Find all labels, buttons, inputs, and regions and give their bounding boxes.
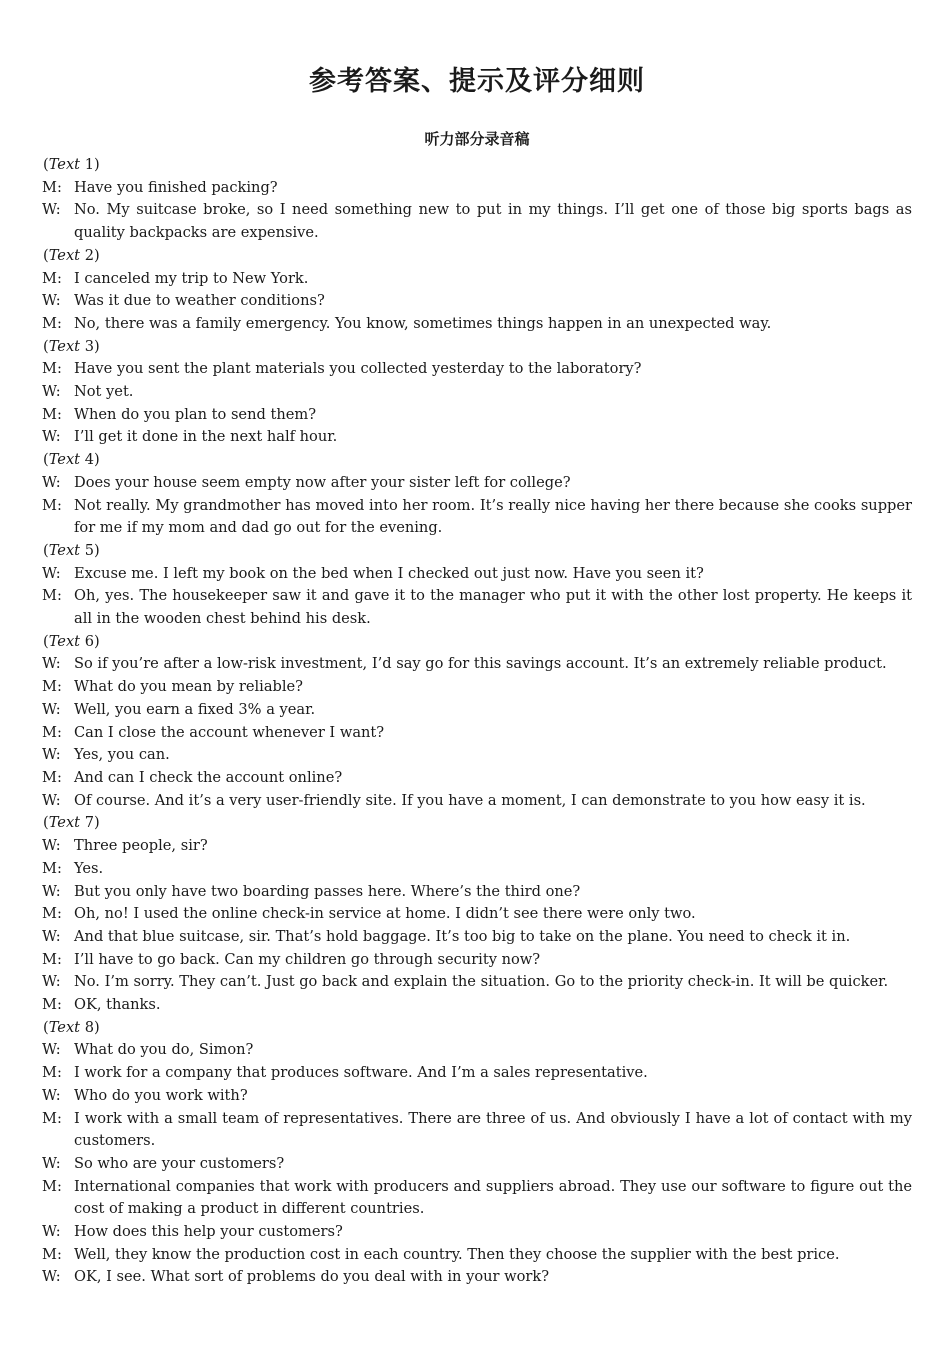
speaker-label: M: [42, 768, 62, 786]
text-label-word: Text [48, 337, 81, 355]
text-label-word: Text [48, 541, 81, 559]
text-label: (Text 1) [43, 156, 100, 173]
utterance: Can I close the account whenever I want? [74, 723, 385, 741]
utterance: Well, you earn a fixed 3% a year. [74, 700, 316, 718]
utterance: Well, they know the production cost in each country. Then they choose the supplier with the best price. [74, 1245, 840, 1263]
text-label-word: Text [48, 1018, 81, 1036]
dialogue-line [42, 676, 912, 699]
dialogue-line [42, 767, 912, 790]
utterance: And that blue suitcase, sir. That’s hold baggage. It’s too big to take on the plane. You need to check it in. [74, 927, 851, 945]
text-label-word: Text [48, 156, 81, 173]
utterance: Excuse me. I left my book on the bed when I checked out just now. Have you seen it? [74, 564, 704, 582]
utterance: I work for a company that produces software. And I’m a sales representative. [74, 1064, 648, 1082]
dialogue-line [42, 903, 912, 926]
dialogue-line [42, 881, 912, 904]
speaker-label: W: [42, 564, 61, 582]
speaker-label: W: [42, 973, 61, 991]
speaker-label: W: [42, 746, 61, 764]
speaker-label: M: [42, 859, 62, 877]
text-label-number: 6 [84, 632, 94, 650]
utterance: I’ll get it done in the next half hour. [74, 428, 338, 446]
speaker-label: W: [42, 882, 61, 900]
speaker-label: W: [42, 383, 61, 401]
speaker-label: M: [42, 905, 62, 923]
dialogue-line [42, 177, 912, 200]
text-label: (Text 3) [43, 337, 100, 355]
dialogue-line [42, 699, 912, 722]
speaker-label: M: [42, 178, 62, 196]
speaker-label: W: [42, 1041, 61, 1059]
dialogue-line [42, 1153, 912, 1176]
text-label: (Text 2) [43, 246, 100, 264]
speaker-label: M: [42, 723, 62, 741]
text-label-number: 7 [84, 814, 94, 832]
dialogue-line [42, 199, 912, 244]
utterance: But you only have two boarding passes here. Where’s the third one? [74, 882, 581, 900]
utterance: No. My suitcase broke, so I need something new to put in my things. I’ll get one of those big sports bags as quality backpacks are expensive. [74, 201, 912, 242]
speaker-label: M: [42, 314, 62, 332]
utterance: Who do you work with? [74, 1086, 248, 1104]
text-label-number: 3 [84, 337, 94, 355]
speaker-label: W: [42, 1268, 61, 1286]
text-label: (Text 7) [43, 814, 100, 832]
speaker-label: M: [42, 405, 62, 423]
dialogue-line [42, 290, 912, 313]
utterance: No, there was a family emergency. You know, sometimes things happen in an unexpected way. [74, 314, 772, 332]
utterance: So if you’re after a low-risk investment, I’d say go for this savings account. It’s an extremely reliable product. [74, 655, 887, 673]
text-label-number: 8 [84, 1018, 94, 1036]
dialogue-line [42, 585, 912, 630]
dialogue-line [42, 994, 912, 1017]
speaker-label: W: [42, 292, 61, 310]
speaker-label: W: [42, 791, 61, 809]
speaker-label: W: [42, 473, 61, 491]
utterance: Does your house seem empty now after your sister left for college? [74, 473, 571, 491]
dialogue-line [42, 1244, 912, 1267]
dialogue-line [42, 722, 912, 745]
text-label: (Text 5) [43, 541, 100, 559]
utterance: What do you do, Simon? [74, 1041, 254, 1059]
dialogue-line [42, 653, 912, 676]
speaker-label: M: [42, 587, 62, 605]
dialogue-line [42, 313, 912, 336]
utterance: Not yet. [74, 383, 134, 401]
page-title: 参考答案、提示及评分细则 [309, 66, 645, 97]
utterance: When do you plan to send them? [74, 405, 317, 423]
text-label: (Text 6) [43, 632, 100, 650]
speaker-label: M: [42, 996, 62, 1014]
dialogue-line [42, 1062, 912, 1085]
utterance: Was it due to weather conditions? [74, 292, 325, 310]
dialogue-line [42, 858, 912, 881]
dialogue-line [42, 744, 912, 767]
text-label-number: 2 [84, 246, 94, 264]
utterance: Three people, sir? [74, 837, 208, 855]
dialogue-line [42, 1176, 912, 1221]
utterance: Oh, no! I used the online check-in service at home. I didn’t see there were only two. [74, 905, 696, 923]
utterance: International companies that work with producers and suppliers abroad. They use our software to figure out the cost of making a product in different countries. [74, 1177, 912, 1218]
dialogue-line [42, 949, 912, 972]
utterance: I work with a small team of representatives. There are three of us. And obviously I have a lot of contact with my customers. [74, 1109, 912, 1150]
speaker-label: M: [42, 1064, 62, 1082]
speaker-label: W: [42, 428, 61, 446]
utterance: OK, I see. What sort of problems do you deal with in your work? [74, 1268, 550, 1286]
speaker-label: W: [42, 201, 61, 219]
speaker-label: M: [42, 1245, 62, 1263]
text-label-number: 1 [84, 156, 94, 173]
utterance: Yes. [74, 859, 104, 877]
speaker-label: W: [42, 837, 61, 855]
speaker-label: W: [42, 1154, 61, 1172]
utterance: Oh, yes. The housekeeper saw it and gave it to the manager who put it with the other lost property. He keeps it all in the wooden chest behind his desk. [74, 587, 912, 628]
dialogue-line [42, 495, 912, 540]
utterance: Yes, you can. [74, 746, 170, 764]
utterance: Have you finished packing? [74, 178, 278, 196]
speaker-label: M: [42, 360, 62, 378]
text-label-word: Text [48, 246, 81, 264]
dialogue-line [42, 1085, 912, 1108]
dialogue-line [42, 381, 912, 404]
text-label: (Text 8) [43, 1018, 100, 1036]
dialogue-line [42, 358, 912, 381]
speaker-label: M: [42, 950, 62, 968]
speaker-label: W: [42, 1086, 61, 1104]
dialogue-line [42, 1266, 912, 1289]
text-label-number: 4 [84, 451, 94, 469]
transcript [42, 154, 912, 1289]
speaker-label: M: [42, 496, 62, 514]
speaker-label: M: [42, 269, 62, 287]
utterance: Have you sent the plant materials you collected yesterday to the laboratory? [74, 360, 642, 378]
dialogue-line [42, 926, 912, 949]
dialogue-line [42, 1108, 912, 1153]
text-label-word: Text [48, 632, 81, 650]
text-label-word: Text [48, 451, 81, 469]
utterance: I’ll have to go back. Can my children go through security now? [74, 950, 541, 968]
utterance: OK, thanks. [74, 996, 161, 1014]
speaker-label: M: [42, 678, 62, 696]
text-label: (Text 4) [43, 451, 100, 469]
speaker-label: W: [42, 655, 61, 673]
speaker-label: M: [42, 1177, 62, 1195]
utterance: How does this help your customers? [74, 1223, 343, 1241]
dialogue-line [42, 404, 912, 427]
utterance: And can I check the account online? [74, 768, 343, 786]
dialogue-line [42, 1221, 912, 1244]
utterance: So who are your customers? [74, 1154, 285, 1172]
utterance: What do you mean by reliable? [74, 678, 303, 696]
section-title: 听力部分录音稿 [424, 130, 530, 148]
dialogue-line [42, 563, 912, 586]
speaker-label: W: [42, 927, 61, 945]
dialogue-line [42, 1039, 912, 1062]
dialogue-line [42, 790, 912, 813]
dialogue-line [42, 472, 912, 495]
dialogue-line [42, 971, 912, 994]
utterance: I canceled my trip to New York. [74, 269, 309, 287]
text-label-word: Text [48, 814, 81, 832]
utterance: Not really. My grandmother has moved into her room. It’s really nice having her there because she cooks supper for me if my mom and dad go out for the evening. [74, 496, 912, 537]
utterance: Of course. And it’s a very user-friendly site. If you have a moment, I can demonstrate to you how easy it is. [74, 791, 866, 809]
speaker-label: M: [42, 1109, 62, 1127]
dialogue-line [42, 268, 912, 291]
utterance: No. I’m sorry. They can’t. Just go back and explain the situation. Go to the priority check-in. It will be quicker. [74, 973, 889, 991]
speaker-label: W: [42, 700, 61, 718]
text-label-number: 5 [84, 541, 94, 559]
dialogue-line [42, 835, 912, 858]
dialogue-line [42, 426, 912, 449]
speaker-label: W: [42, 1223, 61, 1241]
